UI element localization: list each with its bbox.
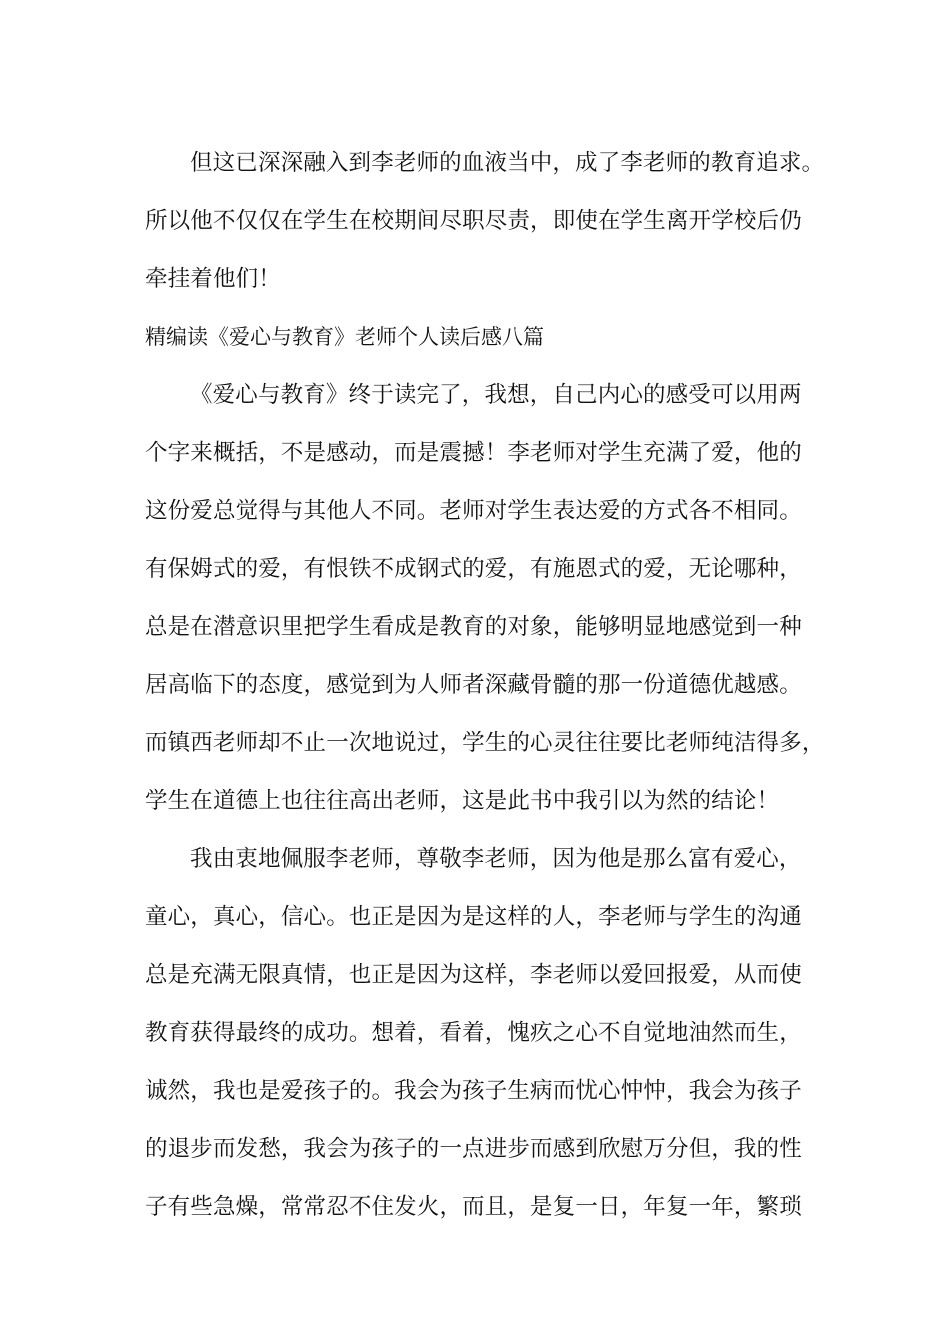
text-line: 有保姆式的爱，有恨铁不成钢式的爱，有施恩式的爱，无论哪种， (145, 556, 802, 582)
text-line: 《爱心与教育》终于读完了，我想，自己内心的感受可以用两 (190, 382, 802, 408)
text-line: 诚然，我也是爱孩子的。我会为孩子生病而忧心忡忡，我会为孩子 (145, 1078, 802, 1104)
text-line: 这份爱总觉得与其他人不同。老师对学生表达爱的方式各不相同。 (145, 498, 802, 524)
text-line: 教育获得最终的成功。想着，看着，愧疚之心不自觉地油然而生， (145, 1020, 802, 1046)
article-title: 精编读《爱心与教育》老师个人读后感八篇 (145, 325, 544, 349)
text-line: 总是充满无限真情，也正是因为这样，李老师以爱回报爱，从而使 (145, 962, 802, 988)
text-line: 的退步而发愁，我会为孩子的一点进步而感到欣慰万分但，我的性 (145, 1136, 802, 1162)
text-line: 子有些急燥，常常忍不住发火，而且，是复一日，年复一年，繁琐 (145, 1194, 802, 1220)
text-line: 个字来概括，不是感动，而是震撼！李老师对学生充满了爱，他的 (145, 440, 802, 466)
text-line: 学生在道德上也往往高出老师，这是此书中我引以为然的结论！ (145, 788, 780, 814)
text-line: 童心，真心，信心。也正是因为是这样的人，李老师与学生的沟通 (145, 904, 802, 930)
text-line: 居高临下的态度，感觉到为人师者深藏骨髓的那一份道德优越感。 (145, 672, 802, 698)
text-line: 但这已深深融入到李老师的血液当中，成了李老师的教育追求。 (190, 150, 825, 176)
text-line: 牵挂着他们！ (145, 266, 281, 292)
text-line: 所以他不仅仅在学生在校期间尽职尽责，即使在学生离开学校后仍 (145, 208, 802, 234)
text-line: 而镇西老师却不止一次地说过，学生的心灵往往要比老师纯洁得多， (145, 730, 825, 756)
text-line: 总是在潜意识里把学生看成是教育的对象，能够明显地感觉到一种 (145, 614, 802, 640)
text-line: 我由衷地佩服李老师，尊敬李老师，因为他是那么富有爱心， (190, 846, 802, 872)
document-body (145, 134, 835, 1236)
